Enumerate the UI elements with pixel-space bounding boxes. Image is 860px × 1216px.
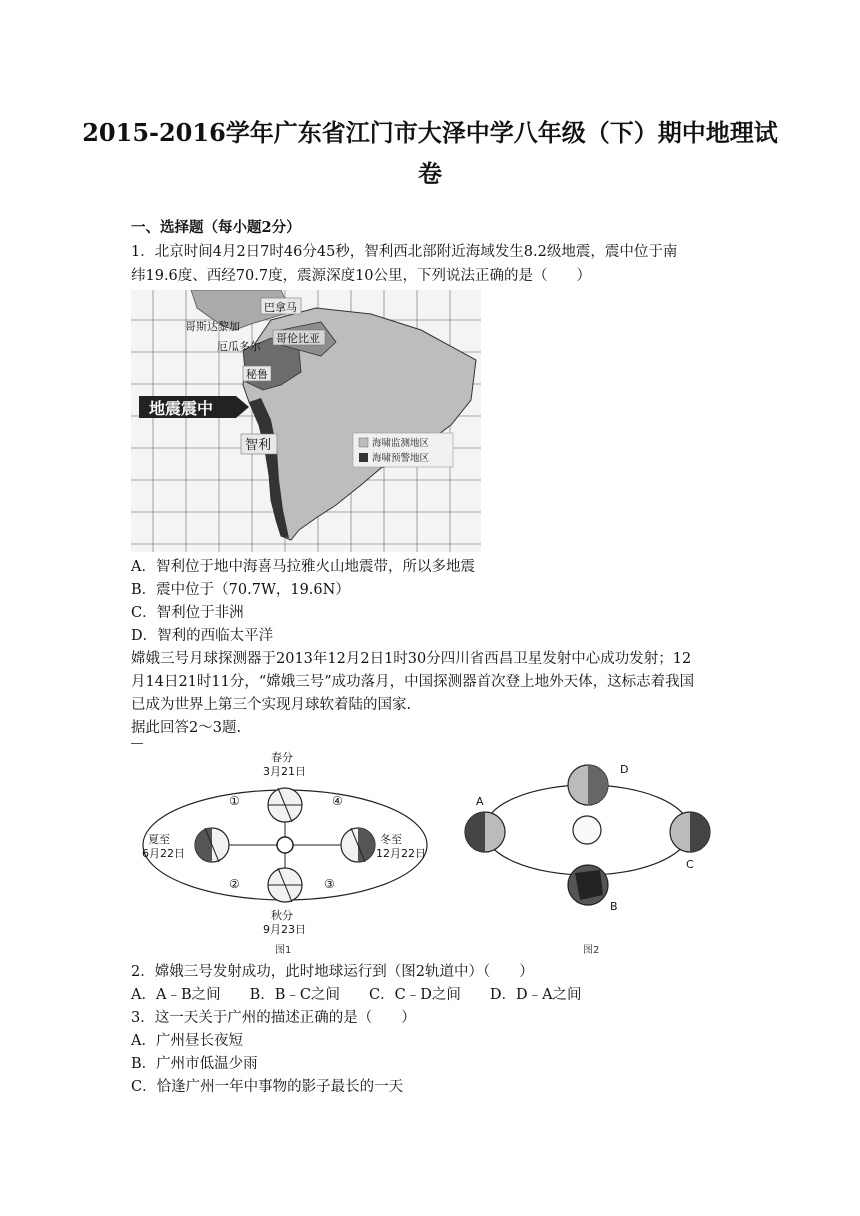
question-1-option-b: B．震中位于（70.7W，19.6N） bbox=[131, 582, 350, 598]
label-epicenter: 地震震中 bbox=[149, 399, 214, 418]
earth-b bbox=[568, 865, 608, 905]
label-autumn-date: 9月23日 bbox=[263, 923, 306, 936]
legend-monitoring: 海啸监测地区 bbox=[372, 438, 430, 449]
passage-line-1: 嫦娥三号月球探测器于2013年12月2日1时30分四川省西昌卫星发射中心成功发射；12 bbox=[131, 651, 692, 667]
earth-spring bbox=[268, 788, 302, 822]
arc-1: ① bbox=[229, 794, 240, 808]
label-costa-rica: 哥斯达黎加 bbox=[185, 320, 240, 333]
label-spring-date: 3月21日 bbox=[263, 765, 306, 778]
earth-winter bbox=[341, 828, 375, 862]
earth-c bbox=[670, 812, 710, 852]
label-point-a: A bbox=[476, 795, 484, 808]
question-3-option-c: C．恰逢广州一年中事物的影子最长的一天 bbox=[131, 1079, 404, 1095]
label-ecuador: 厄瓜多尔 bbox=[217, 340, 261, 353]
question-3-option-a: A．广州昼长夜短 bbox=[131, 1033, 243, 1049]
page-title: 2015-2016学年广东省江门市大泽中学八年级（下）期中地理试 bbox=[82, 118, 778, 147]
question-1-option-d: D．智利的西临太平洋 bbox=[131, 628, 274, 644]
legend-warning: 海啸预警地区 bbox=[372, 453, 430, 464]
earth-a bbox=[465, 812, 505, 852]
passage-line-3: 已成为世界上第三个实现月球软着陆的国家. bbox=[131, 697, 412, 713]
question-1-option-c: C．智利位于非洲 bbox=[131, 605, 244, 621]
question-2-options: A．A﹣B之间 B．B﹣C之间 C．C﹣D之间 D．D﹣A之间 bbox=[131, 987, 582, 1003]
label-winter-date: 12月22日 bbox=[376, 847, 426, 860]
question-3-stem: 3．这一天关于广州的描述正确的是（ ） bbox=[131, 1010, 416, 1026]
label-point-b: B bbox=[610, 900, 618, 913]
label-spring: 春分 bbox=[271, 751, 293, 764]
label-summer-date: 6月22日 bbox=[142, 847, 185, 860]
section-heading: 一、选择题（每小题2分） bbox=[131, 219, 301, 236]
question-3-option-b: B．广州市低温少雨 bbox=[131, 1056, 258, 1072]
question-1-stem: 1．北京时间4月2日7时46分45秒，智利西北部附近海域发生8.2级地震，震中位于南 bbox=[131, 244, 678, 260]
arc-2: ② bbox=[229, 877, 240, 891]
figure-2-orbit bbox=[455, 745, 720, 960]
question-1-stem-continued: 纬19.6度、西经70.7度，震源深度10公里，下列说法正确的是（ ） bbox=[131, 268, 592, 284]
label-panama: 巴拿马 bbox=[264, 301, 297, 314]
arc-3: ③ bbox=[324, 877, 335, 891]
figure-1-caption: 图1 bbox=[275, 945, 292, 956]
arc-4: ④ bbox=[332, 794, 343, 808]
passage-line-2: 月14日21时11分，“嫦娥三号”成功落月，中国探测器首次登上地外天体，这标志着我国 bbox=[131, 674, 695, 690]
earth-d bbox=[568, 765, 608, 805]
question-1-option-a: A．智利位于地中海喜马拉雅火山地震带，所以多地震 bbox=[131, 559, 475, 575]
figure-1-orbit bbox=[140, 745, 440, 960]
label-point-c: C bbox=[686, 858, 694, 871]
label-point-d: D bbox=[620, 763, 629, 776]
label-summer: 夏至 bbox=[148, 833, 170, 846]
passage-line-4: 据此回答2～3题. bbox=[131, 720, 242, 736]
page-title-continued: 卷 bbox=[418, 159, 442, 188]
earthquake-map bbox=[131, 290, 481, 552]
short-divider bbox=[131, 743, 143, 744]
sun-icon bbox=[573, 816, 601, 844]
sun-icon bbox=[277, 837, 293, 853]
question-2-stem: 2．嫦娥三号发射成功，此时地球运行到（图2轨道中）（ ） bbox=[131, 964, 534, 980]
label-autumn: 秋分 bbox=[271, 909, 293, 922]
label-peru: 秘鲁 bbox=[246, 368, 268, 381]
earth-autumn bbox=[268, 868, 302, 902]
earth-summer bbox=[195, 828, 229, 862]
label-winter: 冬至 bbox=[380, 833, 402, 846]
figure-2-caption: 图2 bbox=[583, 945, 600, 956]
label-chile: 智利 bbox=[245, 438, 272, 453]
label-colombia: 哥伦比亚 bbox=[276, 332, 320, 345]
